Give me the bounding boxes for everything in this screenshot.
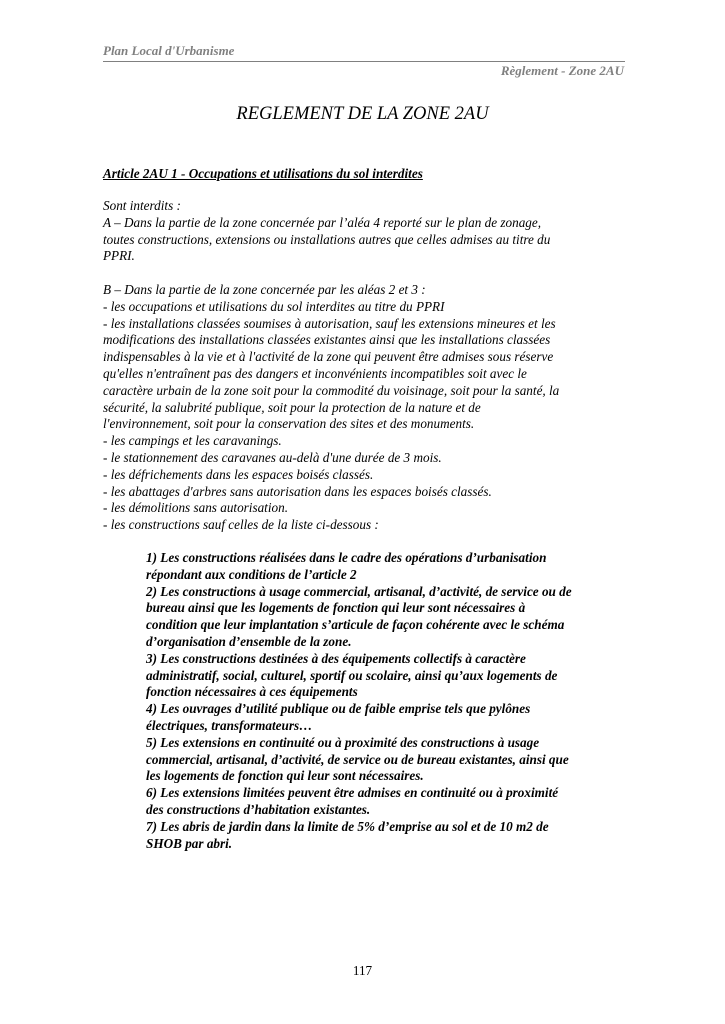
intro-line: Sont interdits :	[103, 198, 181, 213]
intro-line: PPRI.	[103, 248, 135, 264]
list-line: 7) Les abris de jardin dans la limite de 5% d’emprise au sol et de 10 m2 de	[146, 818, 549, 834]
list-line: condition que leur implantation s’articule de façon cohérente avec le schéma	[146, 617, 565, 633]
list-line: d’organisation d’ensemble de la zone.	[146, 633, 352, 649]
section-b-line: qu'elles n'entraînent pas des dangers et inconvénients incompatibles soit avec le	[103, 365, 527, 381]
section-b-line: indispensables à la vie et à l'activité de la zone qui peuvent être admises sous réserve	[103, 349, 554, 365]
list-line: 3) Les constructions destinées à des équipements collectifs à caractère	[146, 650, 526, 666]
article-heading: Article 2AU 1 - Occupations et utilisations du sol interdites	[103, 166, 423, 181]
list-line: les logements de fonction qui leur sont nécessaires.	[146, 768, 424, 784]
list-line: SHOB par abri.	[146, 835, 233, 851]
header-section-name: Règlement - Zone 2AU	[500, 63, 624, 78]
list-line: des constructions d’habitation existantes.	[146, 801, 371, 817]
section-b-line: - les constructions sauf celles de la liste ci-dessous :	[103, 517, 379, 533]
section-b-line: - les démolitions sans autorisation.	[103, 500, 288, 516]
list-line: 6) Les extensions limitées peuvent être admises en continuité ou à proximité	[146, 785, 559, 801]
list-line: répondant aux conditions de l’article 2	[146, 566, 357, 582]
list-line: fonction nécessaires à ces équipements	[146, 684, 358, 700]
list-line: commercial, artisanal, d’activité, de service ou de bureau existantes, ainsi que	[146, 751, 569, 767]
list-line: 2) Les constructions à usage commercial, artisanal, d’activité, de service ou de	[146, 583, 572, 599]
section-b-line: - les campings et les caravanings.	[103, 433, 282, 449]
section-b-line: B – Dans la partie de la zone concernée par les aléas 2 et 3 :	[103, 281, 426, 297]
header-divider	[103, 61, 625, 62]
section-b-line: caractère urbain de la zone soit pour la commodité du voisinage, soit pour la santé, la	[103, 382, 560, 398]
page-number: 117	[352, 963, 373, 978]
list-line: électriques, transformateurs…	[146, 717, 313, 733]
header-document-name: Plan Local d'Urbanisme	[103, 43, 235, 58]
list-line: 4) Les ouvrages d’utilité publique ou de faible emprise tels que pylônes	[146, 701, 531, 717]
section-b-line: l'environnement, soit pour la conservation des sites et des monuments.	[103, 416, 475, 432]
section-b-line: - les abattages d'arbres sans autorisation dans les espaces boisés classés.	[103, 483, 492, 499]
section-b-line: - les défrichements dans les espaces boisés classés.	[103, 466, 374, 482]
section-b-line: modifications des installations classées existantes ainsi que les installations classées	[103, 332, 551, 348]
paragraph-gap	[103, 265, 625, 282]
article-body	[103, 198, 625, 534]
section-b-line: - le stationnement des caravanes au-delà d'une durée de 3 mois.	[103, 449, 442, 465]
section-b-line: sécurité, la salubrité publique, soit pour la protection de la nature et de	[103, 399, 481, 415]
section-b-line: - les installations classées soumises à autorisation, sauf les extensions mineures et les	[103, 315, 556, 331]
list-line: 1) Les constructions réalisées dans le cadre des opérations d’urbanisation	[146, 550, 547, 565]
page-title: REGLEMENT DE LA ZONE 2AU	[236, 104, 489, 124]
allowed-constructions-list	[146, 550, 626, 852]
section-b-line: - les occupations et utilisations du sol interdites au titre du PPRI	[103, 298, 445, 314]
list-line: bureau ainsi que les logements de fonction qui leur sont nécessaires à	[146, 600, 526, 616]
intro-line: A – Dans la partie de la zone concernée par l’aléa 4 reporté sur le plan de zonage,	[103, 214, 542, 230]
intro-line: toutes constructions, extensions ou installations autres que celles admises au titre du	[103, 231, 551, 247]
list-line: administratif, social, culturel, sportif ou scolaire, ainsi qu’aux logements de	[146, 667, 558, 683]
list-line: 5) Les extensions en continuité ou à proximité des constructions à usage	[146, 734, 540, 750]
